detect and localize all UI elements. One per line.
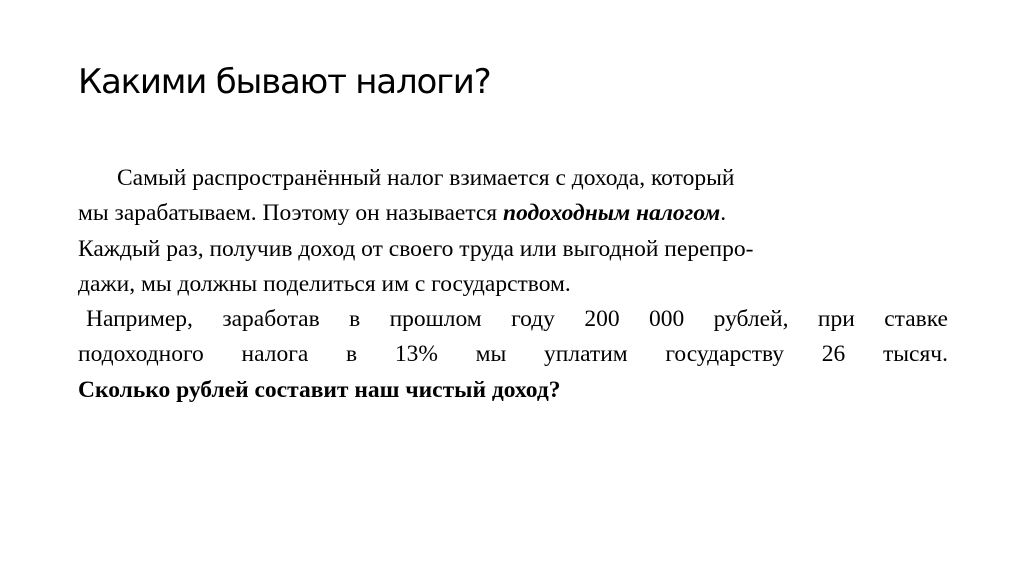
paragraph-1-line-2 (78, 196, 948, 231)
slide-title: Какими бывают налоги? (78, 62, 491, 102)
paragraph-1-line-1: Самый распространённый налог взимается с дохода, который (117, 165, 735, 191)
paragraph-1-line-2-start: мы зарабатываем. Поэтому он называется (78, 200, 503, 227)
paragraph-1-line-3: Каждый раз, получив доход от своего труда или выгодной перепро- (78, 235, 754, 262)
paragraph-2-line-1: Например, заработав в прошлом году 200 000 рублей, при ставке (86, 306, 948, 333)
question-text: Сколько рублей составит наш чистый доход? (78, 376, 561, 403)
slide-body-text (78, 161, 948, 408)
paragraph-1-line-2-end: . (720, 200, 727, 227)
paragraph-2-line-2: подоходного налога в 13% мы уплатим государству 26 тысяч. (78, 341, 948, 368)
income-tax-term: подоходным налогом (503, 200, 721, 227)
paragraph-1-line-4: дажи, мы должны поделиться им с государством. (78, 270, 571, 297)
